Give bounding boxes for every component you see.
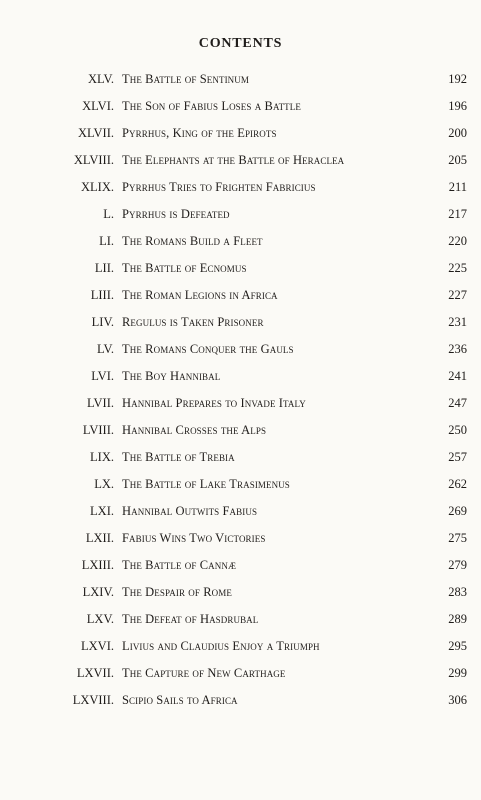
chapter-title: Livius and Claudius Enjoy a Triumph (122, 639, 320, 653)
chapter-numeral: LX. (94, 477, 114, 491)
page-number: 231 (448, 315, 467, 329)
chapter-numeral: XLVI. (82, 99, 114, 113)
toc-entry (0, 232, 481, 250)
chapter-numeral: LIX. (90, 450, 114, 464)
chapter-title: Hannibal Crosses the Alps (122, 423, 267, 437)
toc-entry (0, 664, 481, 682)
page-number: 217 (448, 207, 467, 221)
chapter-numeral: LXIII. (81, 558, 114, 572)
chapter-numeral: LI. (99, 234, 114, 248)
page-number: 262 (448, 477, 467, 491)
toc-entry (0, 421, 481, 439)
chapter-title: Fabius Wins Two Victories (122, 531, 266, 545)
page-number: 211 (448, 180, 467, 194)
chapter-title: The Son of Fabius Loses a Battle (122, 99, 301, 113)
chapter-title: The Battle of Sentinum (122, 72, 249, 86)
chapter-numeral: XLVIII. (73, 153, 114, 167)
page-number: 275 (448, 531, 467, 545)
chapter-title: Hannibal Prepares to Invade Italy (122, 396, 306, 410)
chapter-numeral: XLIX. (81, 180, 114, 194)
chapter-numeral: L. (103, 207, 114, 221)
chapter-title: The Romans Conquer the Gauls (122, 342, 294, 356)
chapter-numeral: LIII. (90, 288, 114, 302)
chapter-title: Pyrrhus Tries to Frighten Fabricius (122, 180, 316, 194)
toc-entry (0, 367, 481, 385)
toc-entry (0, 340, 481, 358)
page-number: 236 (448, 342, 467, 356)
page-number: 257 (448, 450, 467, 464)
chapter-numeral: LII. (94, 261, 114, 275)
toc-entry (0, 583, 481, 601)
toc-entry (0, 313, 481, 331)
page-number: 196 (448, 99, 467, 113)
toc-entry (0, 205, 481, 223)
chapter-title: Scipio Sails to Africa (122, 693, 238, 707)
chapter-title: The Elephants at the Battle of Heraclea (122, 153, 345, 167)
toc-entry (0, 529, 481, 547)
toc-entry (0, 448, 481, 466)
toc-entry (0, 610, 481, 628)
chapter-numeral: XLV. (87, 72, 114, 86)
chapter-numeral: LXII. (85, 531, 114, 545)
chapter-numeral: LXI. (90, 504, 114, 518)
chapter-title: Hannibal Outwits Fabius (122, 504, 258, 518)
toc-entry (0, 97, 481, 115)
page-number: 200 (448, 126, 467, 140)
toc-entry (0, 637, 481, 655)
page-number: 241 (448, 369, 467, 383)
toc-entry (0, 259, 481, 277)
page-number: 247 (448, 396, 467, 410)
page-number: 295 (448, 639, 467, 653)
page-number: 192 (448, 72, 467, 86)
chapter-numeral: LXV. (86, 612, 114, 626)
chapter-title: The Boy Hannibal (122, 369, 221, 383)
chapter-title: Regulus is Taken Prisoner (122, 315, 264, 329)
chapter-title: The Roman Legions in Africa (122, 288, 278, 302)
toc-entry (0, 178, 481, 196)
chapter-title: Pyrrhus is Defeated (122, 207, 230, 221)
page-number: 279 (448, 558, 467, 572)
chapter-title: Pyrrhus, King of the Epirots (122, 126, 277, 140)
page-number: 283 (448, 585, 467, 599)
page-number: 299 (448, 666, 467, 680)
chapter-numeral: LVII. (87, 396, 114, 410)
chapter-title: The Defeat of Hasdrubal (122, 612, 259, 626)
chapter-title: The Romans Build a Fleet (122, 234, 263, 248)
toc-entry (0, 502, 481, 520)
page-number: 225 (448, 261, 467, 275)
chapter-numeral: XLVII. (78, 126, 114, 140)
chapter-title: The Battle of Cannæ (122, 558, 237, 572)
page-title: CONTENTS (198, 36, 283, 51)
chapter-numeral: LXVI. (81, 639, 114, 653)
toc-entry (0, 151, 481, 169)
toc-entry (0, 124, 481, 142)
page-number: 227 (448, 288, 467, 302)
page-number: 220 (448, 234, 467, 248)
chapter-numeral: LV. (96, 342, 114, 356)
chapter-numeral: LVIII. (82, 423, 114, 437)
chapter-numeral: LXIV. (82, 585, 114, 599)
toc-entry (0, 556, 481, 574)
page-number: 250 (448, 423, 467, 437)
page-number: 269 (448, 504, 467, 518)
chapter-title: The Battle of Lake Trasimenus (122, 477, 290, 491)
chapter-title: The Despair of Rome (122, 585, 232, 599)
chapter-numeral: LIV. (91, 315, 114, 329)
page-number: 306 (448, 693, 467, 707)
toc-entry (0, 394, 481, 412)
toc-entry (0, 286, 481, 304)
chapter-numeral: LXVIII. (72, 693, 114, 707)
chapter-numeral: LXVII. (76, 666, 114, 680)
toc-entry (0, 691, 481, 709)
chapter-numeral: LVI. (91, 369, 114, 383)
toc-entry (0, 70, 481, 88)
toc-entry (0, 475, 481, 493)
chapter-title: The Battle of Trebia (122, 450, 235, 464)
page-number: 289 (448, 612, 467, 626)
page-number: 205 (448, 153, 467, 167)
chapter-title: The Battle of Ecnomus (122, 261, 247, 275)
chapter-title: The Capture of New Carthage (122, 666, 286, 680)
